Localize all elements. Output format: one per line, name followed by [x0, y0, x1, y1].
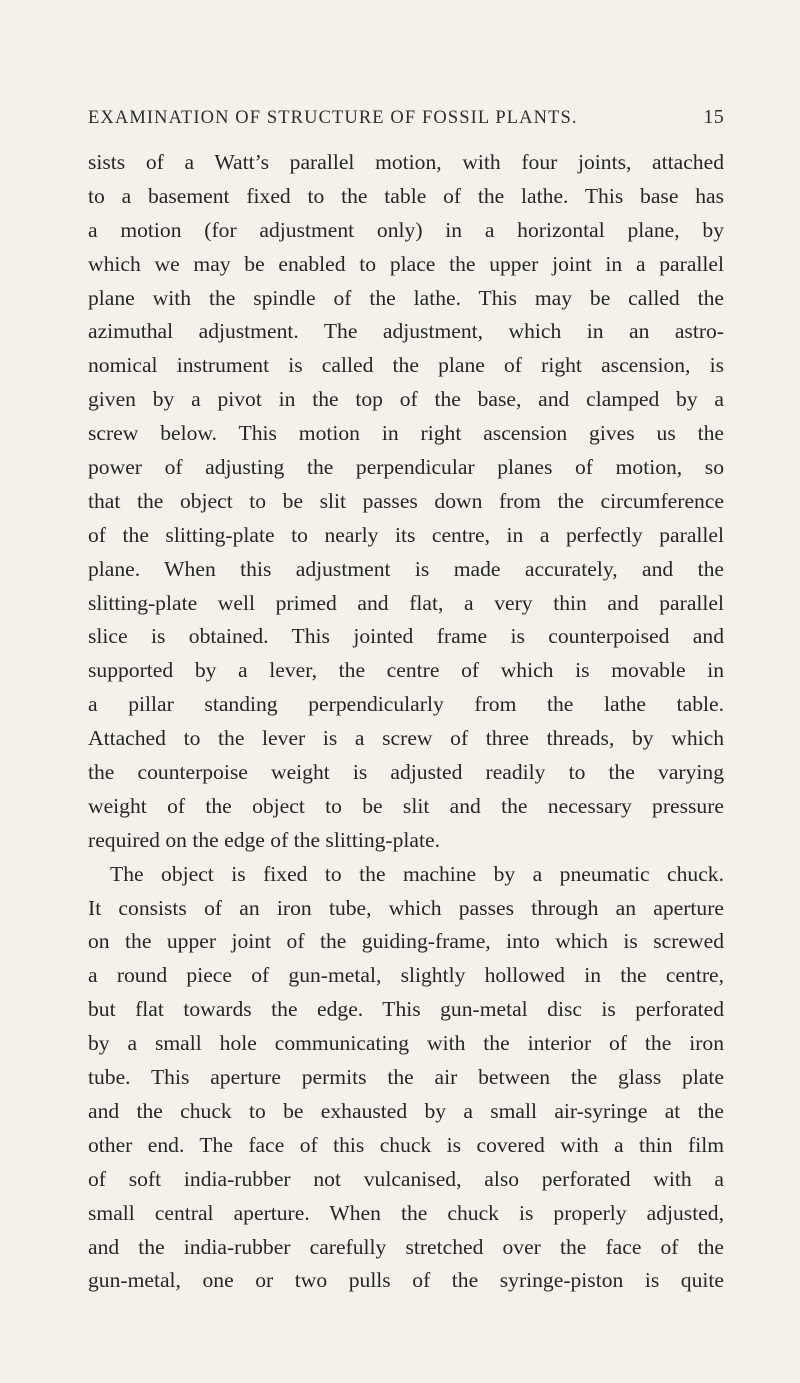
- text-line: nomical instrument is called the plane of right ascension, is: [88, 353, 724, 378]
- body-text: [88, 146, 724, 1298]
- text-line: required on the edge of the slitting-plate.: [88, 827, 440, 852]
- text-line: and the india-rubber carefully stretched over the face of the: [88, 1234, 724, 1259]
- text-line: of the slitting-plate to nearly its centre, in a perfectly parallel: [88, 522, 724, 547]
- text-line: power of adjusting the perpendicular planes of motion, so: [88, 455, 724, 480]
- text-line: which we may be enabled to place the upper joint in a parallel: [88, 251, 724, 276]
- text-line: gun-metal, one or two pulls of the syringe-piston is quite: [88, 1268, 724, 1293]
- text-line: a motion (for adjustment only) in a horizontal plane, by: [88, 217, 724, 242]
- text-line: supported by a lever, the centre of which is movable in: [88, 658, 724, 683]
- text-line: small central aperture. When the chuck is properly adjusted,: [88, 1200, 724, 1225]
- text-line: weight of the object to be slit and the necessary pressure: [88, 793, 724, 818]
- text-line: The object is fixed to the machine by a pneumatic chuck.: [110, 861, 724, 886]
- text-line: that the object to be slit passes down from the circumference: [88, 488, 724, 513]
- text-line: by a small hole communicating with the interior of the iron: [88, 1031, 724, 1056]
- text-line: slitting-plate well primed and flat, a very thin and parallel: [88, 590, 724, 615]
- text-line: other end. The face of this chuck is covered with a thin film: [88, 1132, 724, 1157]
- text-line: the counterpoise weight is adjusted readily to the varying: [88, 760, 724, 785]
- text-line: Attached to the lever is a screw of three threads, by which: [88, 726, 724, 751]
- text-line: sists of a Watt’s parallel motion, with four joints, attached: [88, 150, 724, 174]
- text-line: It consists of an iron tube, which passes through an aperture: [88, 895, 724, 920]
- text-line: screw below. This motion in right ascension gives us the: [88, 421, 724, 446]
- running-title: EXAMINATION OF STRUCTURE OF FOSSIL PLANTS.: [88, 108, 578, 128]
- text-line: a round piece of gun-metal, slightly hollowed in the centre,: [88, 963, 724, 988]
- text-line: and the chuck to be exhausted by a small air-syringe at the: [88, 1098, 724, 1123]
- text-line: a pillar standing perpendicularly from the lathe table.: [88, 692, 724, 717]
- text-line: plane with the spindle of the lathe. This may be called the: [88, 285, 724, 310]
- text-line: but flat towards the edge. This gun-metal disc is perforated: [88, 997, 724, 1022]
- text-line: of soft india-rubber not vulcanised, also perforated with a: [88, 1166, 724, 1191]
- text-line: azimuthal adjustment. The adjustment, which in an astro-: [88, 319, 724, 344]
- text-line: slice is obtained. This jointed frame is counterpoised and: [88, 624, 724, 649]
- text-line: on the upper joint of the guiding-frame, into which is screwed: [88, 929, 724, 954]
- running-head: [88, 106, 724, 130]
- text-line: tube. This aperture permits the air between the glass plate: [88, 1065, 724, 1090]
- text-line: to a basement fixed to the table of the lathe. This base has: [88, 183, 724, 208]
- text-line: given by a pivot in the top of the base, and clamped by a: [88, 387, 724, 412]
- page-number: 15: [703, 106, 724, 128]
- text-line: plane. When this adjustment is made accurately, and the: [88, 556, 724, 581]
